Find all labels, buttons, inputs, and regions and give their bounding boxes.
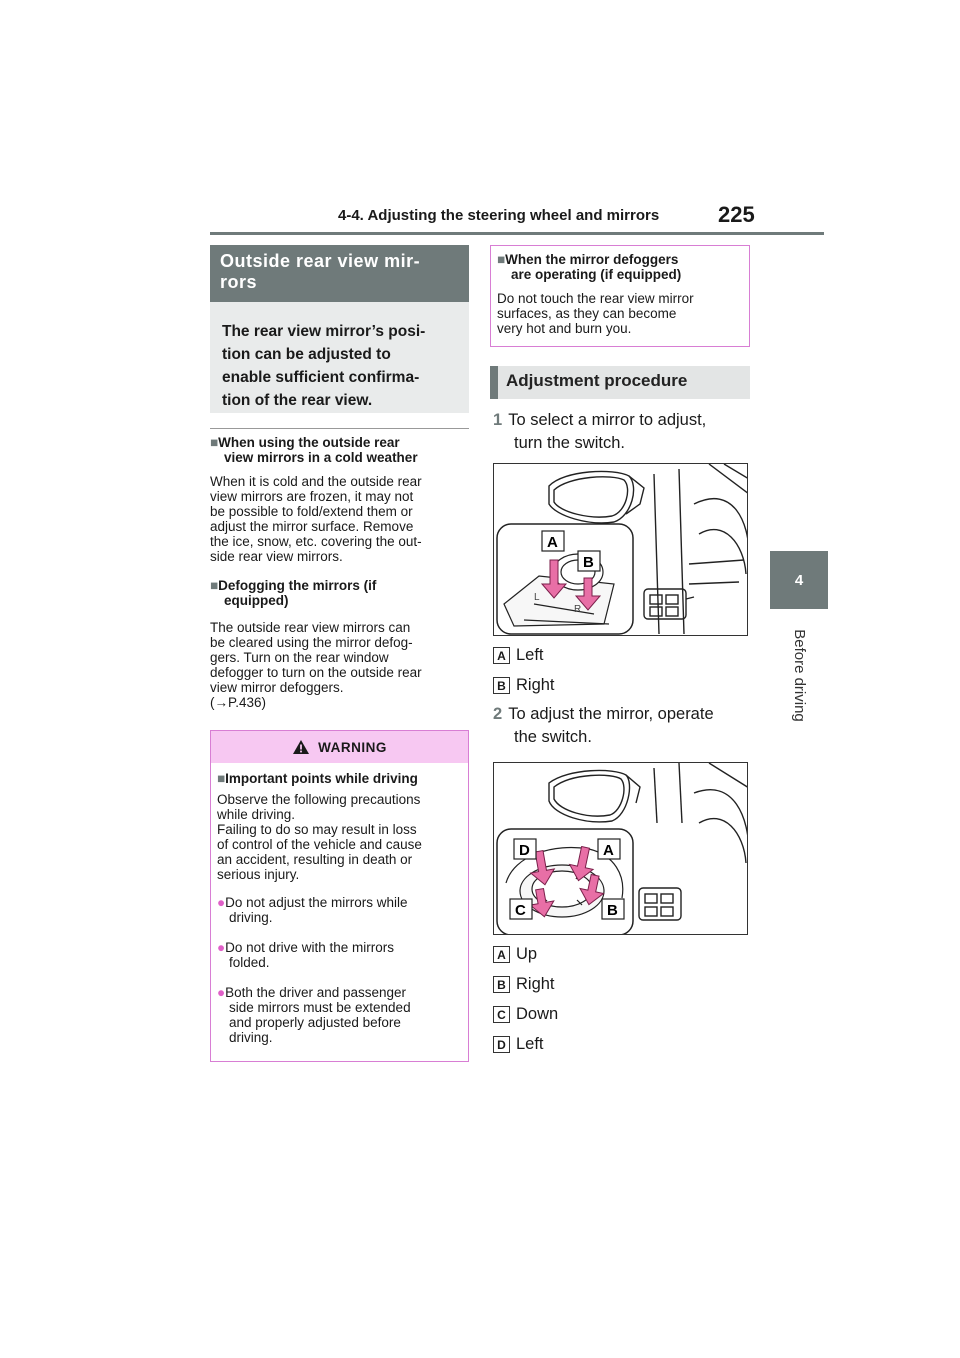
square-bullet-icon: ■ [210,435,219,450]
intro-line: tion of the rear view. [222,392,373,409]
cold-weather-heading [210,435,418,465]
step-text: the switch. [514,728,592,746]
intro-box [210,302,469,413]
callout-d: D [519,842,530,859]
note-heading [497,252,681,282]
text-line: the ice, snow, etc. covering the out- [210,534,422,549]
banner-line: rors [220,272,258,292]
heading-line: When the mirror defoggers [505,252,679,267]
step-2 [493,703,714,749]
key-label: Left [516,1035,544,1053]
text-line: view mirrors are frozen, it may not [210,489,414,504]
text-line: while driving. [217,807,296,822]
intro-line: tion can be adjusted to [222,346,391,363]
text-line: folded. [229,955,270,970]
defog-text [210,620,422,710]
callout-a: A [547,534,558,551]
warning-header [211,731,468,763]
text-line: Do not drive with the mirrors [225,940,394,955]
section-banner [210,245,469,302]
heading-line: equipped) [224,593,289,608]
key-label: Right [516,676,555,694]
key-item [493,676,555,695]
text-line: Failing to do so may result in loss [217,822,417,837]
text-line: very hot and burn you. [497,321,632,336]
bullet-dot-icon: ● [217,940,226,955]
square-bullet-icon: ■ [210,578,219,593]
heading-line: view mirrors in a cold weather [224,450,418,465]
square-bullet-icon: ■ [217,771,226,786]
text-line: serious injury. [217,867,300,882]
banner-line: Outside rear view mir- [220,251,421,271]
step-number: 1 [493,411,503,429]
defogger-note-box [490,245,750,347]
text-line: Both the driver and passenger [225,985,407,1000]
intro-line: enable sufficient confirma- [222,369,420,386]
cold-weather-text [210,474,422,564]
text-line: driving. [229,910,273,925]
warning-subheading [217,771,462,786]
text-line: view mirror defoggers. [210,680,344,695]
text-line: The outside rear view mirrors can [210,620,411,635]
text-line: and properly adjusted before [229,1015,401,1030]
text-line: an accident, resulting in death or [217,852,413,867]
mirror-adjust-illustration [494,763,748,935]
warning-bullet [217,985,462,1045]
text-line: driving. [229,1030,273,1045]
key-letter: D [493,1036,510,1053]
step-text: To select a mirror to adjust, [508,411,707,429]
warning-body [211,763,468,1051]
text-line: of control of the vehicle and cause [217,837,422,852]
subheading-text: Important points while driving [225,771,418,786]
section-header-title: 4-4. Adjusting the steering wheel and mirrors [338,207,660,224]
callout-a: A [603,842,614,859]
page-reference-link[interactable]: (→P.436) [210,695,267,710]
key-item [493,975,555,994]
switch-label-l: L [534,592,540,603]
heading-line: When using the outside rear [218,435,400,450]
mirror-switch-illustration [494,464,748,636]
chapter-label [770,620,828,730]
square-bullet-icon: ■ [497,252,506,267]
text-line: surfaces, as they can become [497,306,677,321]
bullet-dot-icon: ● [217,895,226,910]
adjustment-procedure-banner: Adjustment procedure [490,366,750,399]
warning-box [210,730,469,1062]
step-text: To adjust the mirror, operate [508,705,714,723]
text-line: Observe the following precautions [217,792,421,807]
key-label: Down [516,1005,559,1023]
text-line: be cleared using the mirror defog- [210,635,413,650]
text-line: Do not touch the rear view mirror [497,291,694,306]
step-text: turn the switch. [514,434,625,452]
key-letter: A [493,946,510,963]
text-line: gers. Turn on the rear window [210,650,389,665]
key-letter: B [493,677,510,694]
key-label: Left [516,646,544,664]
key-letter: C [493,1006,510,1023]
defog-heading [210,578,376,608]
key-label: Up [516,945,538,963]
divider [210,428,469,429]
key-label: Right [516,975,555,993]
key-item [493,646,544,665]
mirror-adjust-figure [493,762,748,935]
warning-bullet [217,940,462,970]
chapter-label-text: Before driving [790,628,808,722]
mirror-select-figure [493,463,748,636]
text-line: defogger to turn on the outside rear [210,665,422,680]
warning-intro [217,792,462,882]
heading-line: are operating (if equipped) [511,267,682,282]
step-1 [493,409,706,455]
warning-bullet [217,895,462,925]
step-number: 2 [493,705,503,723]
text-line: When it is cold and the outside rear [210,474,422,489]
heading-line: Defogging the mirrors (if [218,578,377,593]
text-line: adjust the mirror surface. Remove [210,519,414,534]
page-number: 225 [718,202,755,227]
chapter-tab: 4 [770,551,828,609]
callout-c: C [515,902,526,919]
callout-b: B [607,902,618,919]
callout-b: B [583,554,594,571]
text-line: Do not adjust the mirrors while [225,895,408,910]
text-line: side rear view mirrors. [210,549,343,564]
intro-line: The rear view mirror’s posi- [222,323,426,340]
key-item [493,945,537,964]
key-item [493,1035,544,1054]
key-letter: A [493,647,510,664]
switch-label-r: R [574,604,582,615]
key-letter: B [493,976,510,993]
header-rule [210,232,824,235]
warning-triangle-icon [292,739,310,755]
note-text [497,291,694,336]
bullet-dot-icon: ● [217,985,226,1000]
text-line: be possible to fold/extend them or [210,504,413,519]
warning-title: WARNING [318,739,387,755]
key-item [493,1005,558,1024]
text-line: side mirrors must be extended [229,1000,411,1015]
